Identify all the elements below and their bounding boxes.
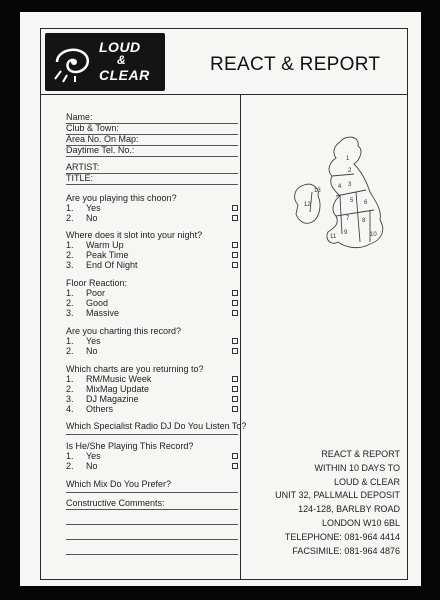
map-region-7: 7 <box>346 216 350 222</box>
option-label: RM/Music Week <box>86 374 152 384</box>
checkbox[interactable] <box>232 242 238 248</box>
map-region-5: 5 <box>350 198 354 204</box>
facsimile-line: FACSIMILE: 081-964 4876 <box>292 545 400 556</box>
header-divider <box>41 94 407 95</box>
option-others[interactable] <box>66 404 238 415</box>
option-label: Good <box>86 298 109 308</box>
map-region-1: 1 <box>346 156 350 162</box>
checkbox[interactable] <box>232 453 238 459</box>
option-label: Yes <box>86 451 101 461</box>
loud-and-clear-logo <box>45 33 165 91</box>
mix-answer-line[interactable] <box>66 492 238 493</box>
daytime-tel-field[interactable]: Daytime Tel. No.: <box>66 145 238 157</box>
address-line-6: LONDON W10 6BL <box>321 517 400 528</box>
checkbox[interactable] <box>232 406 238 412</box>
question-charting: Are you charting this record? <box>66 326 182 336</box>
option-number: 3. <box>66 308 74 318</box>
option-dj-playing-no[interactable] <box>66 461 238 472</box>
option-end-of-night[interactable] <box>66 260 238 271</box>
club-town-field[interactable]: Club & Town: <box>66 123 238 135</box>
option-number: 1. <box>66 203 74 213</box>
ear-swirl-icon <box>51 41 95 83</box>
map-region-4: 4 <box>338 184 342 190</box>
checkbox[interactable] <box>232 310 238 316</box>
map-region-6: 6 <box>364 200 368 206</box>
option-number: 3. <box>66 260 74 270</box>
address-line-2: WITHIN 10 DAYS TO <box>314 462 400 473</box>
question-slot: Where does it slot into your night? <box>66 230 203 240</box>
artist-field[interactable]: ARTIST: <box>66 162 238 174</box>
address-line-5: 124-128, BARLBY ROAD <box>298 504 400 515</box>
question-charts: Which charts are you returning to? <box>66 364 204 374</box>
option-label: Warm Up <box>86 240 124 250</box>
question-dj-playing: Is He/She Playing This Record? <box>66 441 194 451</box>
option-label: Yes <box>86 336 101 346</box>
option-label: DJ Magazine <box>86 394 139 404</box>
option-label: No <box>86 461 98 471</box>
map-region-9: 9 <box>344 230 348 236</box>
option-number: 2. <box>66 346 74 356</box>
comments-line-2[interactable] <box>66 524 238 525</box>
return-address <box>275 448 400 558</box>
map-region-3: 3 <box>348 182 352 188</box>
checkbox[interactable] <box>232 463 238 469</box>
option-number: 1. <box>66 451 74 461</box>
option-massive[interactable] <box>66 308 238 319</box>
title-field[interactable]: TITLE: <box>66 173 238 185</box>
radio-dj-answer-line[interactable] <box>66 434 238 435</box>
comments-line-3[interactable] <box>66 539 238 540</box>
option-charting-no[interactable] <box>66 346 238 357</box>
option-number: 1. <box>66 374 74 384</box>
checkbox[interactable] <box>232 300 238 306</box>
telephone-line: TELEPHONE: 081-964 4414 <box>284 531 400 542</box>
checkbox[interactable] <box>232 290 238 296</box>
map-region-13: 13 <box>314 188 321 194</box>
option-label: Poor <box>86 288 106 298</box>
option-label: Others <box>86 404 114 414</box>
option-number: 2. <box>66 384 74 394</box>
address-line-4: UNIT 32, PALLMALL DEPOSIT <box>275 490 400 501</box>
option-number: 2. <box>66 250 74 260</box>
option-label: Peak Time <box>86 250 129 260</box>
checkbox[interactable] <box>232 215 238 221</box>
checkbox[interactable] <box>232 348 238 354</box>
name-field[interactable]: Name: <box>66 112 238 124</box>
map-region-8: 8 <box>362 218 366 224</box>
option-playing-no[interactable] <box>66 213 238 224</box>
option-label: MixMag Update <box>86 384 150 394</box>
logo-line-clear: CLEAR <box>99 67 150 83</box>
option-number: 2. <box>66 213 74 223</box>
option-number: 4. <box>66 404 74 414</box>
option-label: Massive <box>86 308 120 318</box>
option-number: 3. <box>66 394 74 404</box>
checkbox[interactable] <box>232 396 238 402</box>
checkbox[interactable] <box>232 262 238 268</box>
option-number: 1. <box>66 288 74 298</box>
option-number: 2. <box>66 461 74 471</box>
address-line-3: LOUD & CLEAR <box>333 476 400 487</box>
option-number: 1. <box>66 240 74 250</box>
option-number: 1. <box>66 336 74 346</box>
address-line-1: REACT & REPORT <box>321 449 400 459</box>
option-label: No <box>86 346 98 356</box>
comments-line-4[interactable] <box>66 554 238 555</box>
map-region-10: 10 <box>370 232 377 238</box>
map-region-2: 2 <box>348 168 352 174</box>
checkbox[interactable] <box>232 338 238 344</box>
map-region-11: 11 <box>330 234 337 240</box>
option-label: End Of Night <box>86 260 138 270</box>
area-no-field[interactable]: Area No. On Map: <box>66 134 238 146</box>
map-region-12: 12 <box>304 202 311 208</box>
question-floor-reaction: Floor Reaction: <box>66 278 128 288</box>
form-title: REACT & REPORT <box>210 54 381 75</box>
comments-line-1[interactable] <box>66 509 238 510</box>
checkbox[interactable] <box>232 376 238 382</box>
question-radio-dj: Which Specialist Radio DJ Do You Listen To? <box>66 421 247 431</box>
option-number: 2. <box>66 298 74 308</box>
uk-regions-map <box>290 130 390 265</box>
logo-line-amp: & <box>117 53 127 67</box>
checkbox[interactable] <box>232 386 238 392</box>
logo-line-loud: LOUD <box>99 39 141 55</box>
question-playing: Are you playing this choon? <box>66 193 177 203</box>
question-mix: Which Mix Do You Prefer? <box>66 479 172 489</box>
checkbox[interactable] <box>232 252 238 258</box>
option-label: No <box>86 213 98 223</box>
column-divider <box>240 94 241 580</box>
question-comments: Constructive Comments: <box>66 498 165 508</box>
option-label: Yes <box>86 203 101 213</box>
checkbox[interactable] <box>232 205 238 211</box>
